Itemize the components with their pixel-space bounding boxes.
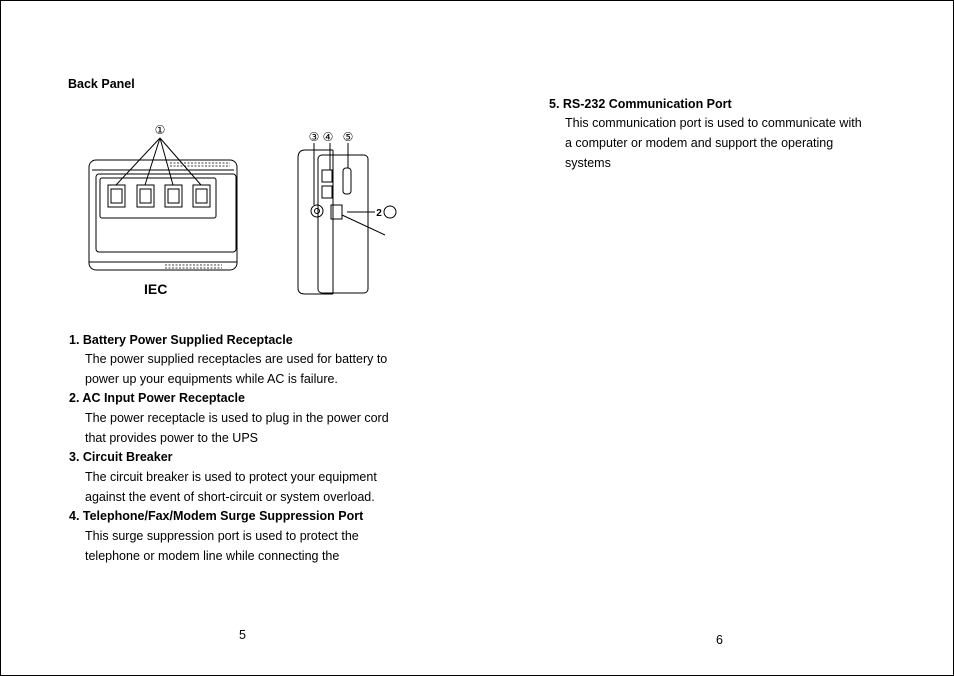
item-1-title: 1. Battery Power Supplied Receptacle: [69, 333, 293, 347]
item-4-line-1: This surge suppression port is used to protect the: [85, 529, 359, 543]
callout-3: ③: [308, 130, 320, 144]
item-3-line-1: The circuit breaker is used to protect your equipment: [85, 470, 377, 484]
item-4-title: 4. Telephone/Fax/Modem Surge Suppression Port: [69, 509, 364, 523]
ups-front-outline: [89, 160, 237, 270]
callout-4: ④: [322, 130, 334, 144]
section-heading: Back Panel: [68, 77, 135, 91]
callout-5: ⑤: [342, 130, 354, 144]
item-3-title: 3. Circuit Breaker: [69, 450, 173, 464]
item-2-line-2: that provides power to the UPS: [85, 431, 259, 445]
callout-2: 2: [376, 208, 382, 219]
item-2-title: 2. AC Input Power Receptacle: [69, 391, 245, 405]
iec-label: IEC: [144, 281, 168, 297]
item-5-line-1: This communication port is used to communicate with: [565, 116, 862, 130]
item-1-line-1: The power supplied receptacles are used for battery to: [85, 352, 388, 366]
page-number-left: 5: [239, 628, 246, 642]
ups-side-outline: [298, 150, 333, 294]
callout-1: ①: [154, 123, 166, 137]
item-5-line-2: a computer or modem and support the operating: [565, 136, 834, 150]
item-5-title: 5. RS-232 Communication Port: [549, 97, 732, 111]
page-number-right: 6: [716, 633, 723, 647]
item-2-line-1: The power receptacle is used to plug in the power cord: [85, 411, 389, 425]
item-5-line-3: systems: [565, 156, 611, 170]
battery-receptacles: [108, 185, 210, 207]
item-3-line-2: against the event of short-circuit or system overload.: [85, 490, 375, 504]
item-1-line-2: power up your equipments while AC is failure.: [85, 372, 338, 386]
item-4-line-2: telephone or modem line while connecting the: [85, 549, 340, 563]
